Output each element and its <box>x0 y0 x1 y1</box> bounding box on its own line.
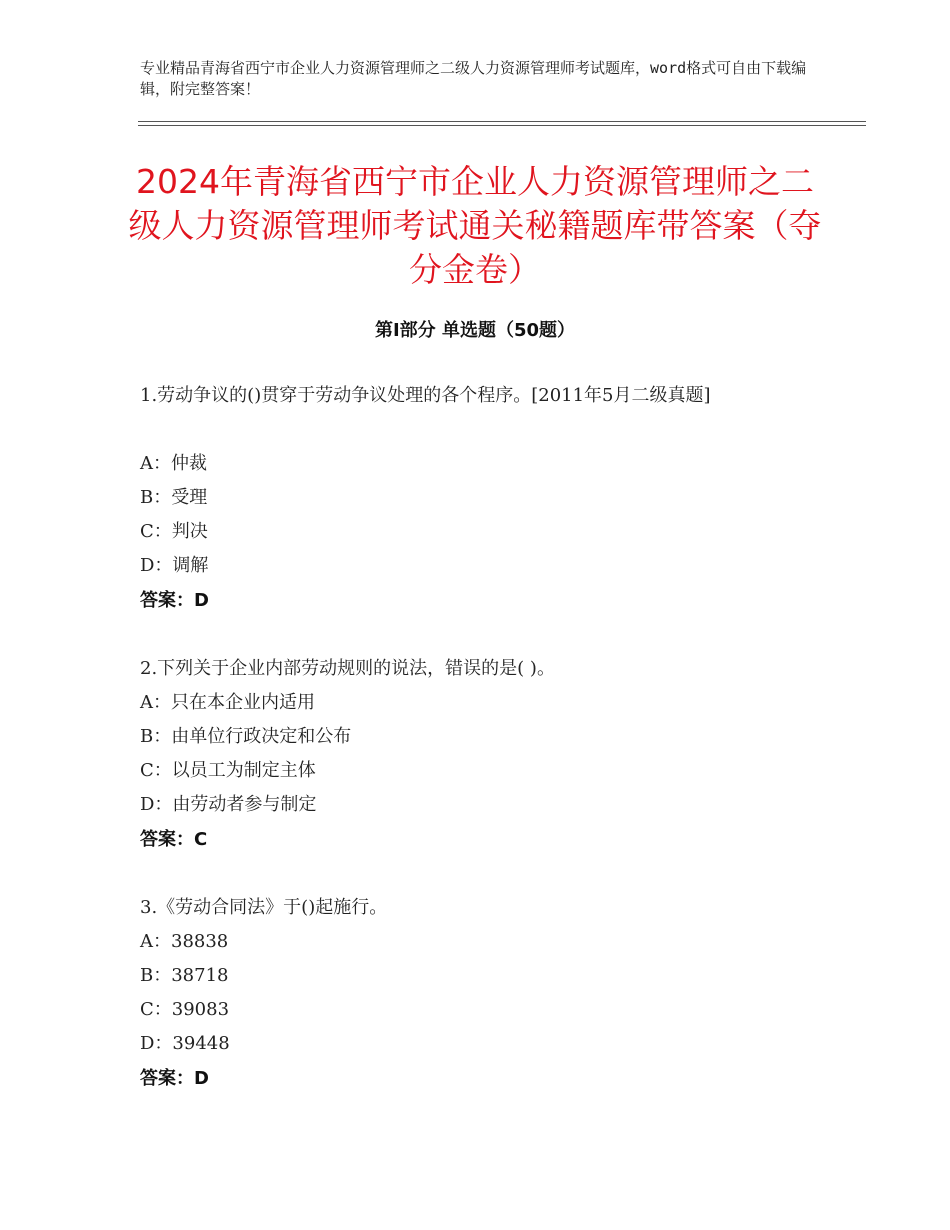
question-3-option-a: A：38838 <box>140 931 229 952</box>
question-3-answer: 答案：D <box>140 1068 209 1089</box>
question-1-answer: 答案：D <box>140 590 209 611</box>
question-2-option-b: B：由单位行政决定和公布 <box>140 726 352 747</box>
question-3-option-d: D：39448 <box>140 1033 230 1054</box>
question-2-stem: 2.下列关于企业内部劳动规则的说法，错误的是( )。 <box>140 658 555 679</box>
question-2-answer: 答案：C <box>140 829 208 850</box>
header-note: 专业精品青海省西宁市企业人力资源管理师之二级人力资源管理师考试题库，word格式可自由下载编辑，附完整答案！ <box>140 59 807 98</box>
question-3-option-b: B：38718 <box>140 965 229 986</box>
header-divider <box>138 121 866 122</box>
header-divider-secondary <box>138 125 866 126</box>
document-title: 2024年青海省西宁市企业人力资源管理师之二级人力资源管理师考试通关秘籍题库带答案（夺分金卷） <box>128 162 822 289</box>
question-1-stem: 1.劳动争议的()贯穿于劳动争议处理的各个程序。[2011年5月二级真题] <box>140 385 711 406</box>
question-2-option-c: C：以员工为制定主体 <box>140 760 316 781</box>
question-2-option-a: A：只在本企业内适用 <box>140 692 315 713</box>
question-2-option-d: D：由劳动者参与制定 <box>140 794 317 815</box>
question-1-option-d: D：调解 <box>140 555 209 576</box>
question-3-stem: 3.《劳动合同法》于()起施行。 <box>140 897 388 918</box>
question-3-option-c: C：39083 <box>140 999 230 1020</box>
question-1-option-c: C：判决 <box>140 521 208 542</box>
question-1-option-b: B：受理 <box>140 487 208 508</box>
section-title: 第Ⅰ部分 单选题（50题） <box>374 320 575 341</box>
question-1-option-a: A：仲裁 <box>140 453 207 474</box>
